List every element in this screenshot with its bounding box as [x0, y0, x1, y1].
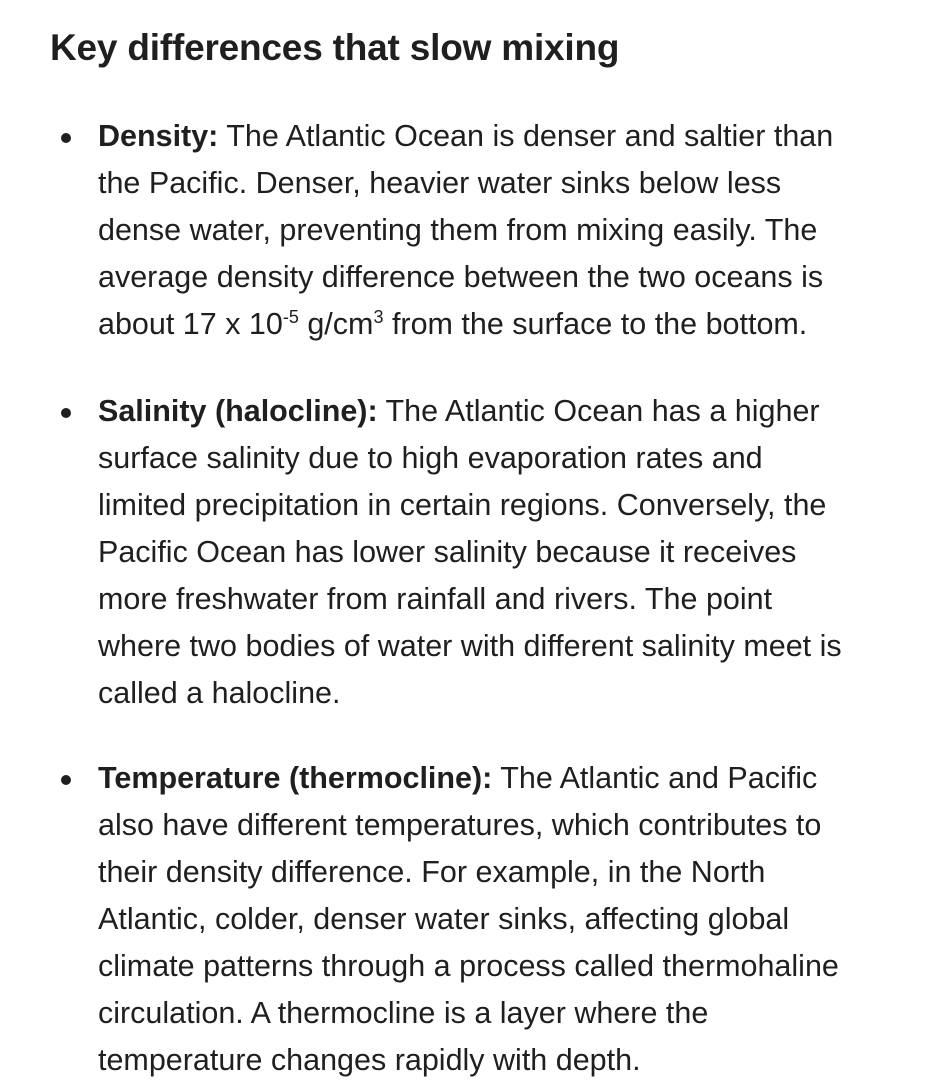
text-line: limited precipitation in certain regions. Conversely, the [98, 488, 827, 522]
text-run: from the surface to the bottom. [383, 307, 808, 341]
text-line: their density difference. For example, in the North [98, 855, 766, 889]
text-line: temperature changes rapidly with depth. [98, 1043, 641, 1077]
text-line: climate patterns through a process called thermohaline [98, 949, 839, 983]
unit-exponent: 3 [373, 307, 384, 327]
text-line: more freshwater from rainfall and rivers. The point [98, 582, 773, 616]
text-run: g/cm [298, 307, 374, 341]
text-line: called a halocline. [98, 676, 341, 710]
text-line: the Pacific. Denser, heavier water sinks below less [98, 166, 782, 200]
text-line: Pacific Ocean has lower salinity because it receives [98, 535, 797, 569]
text-run: The Atlantic Ocean has a higher [377, 394, 820, 428]
text-line: where two bodies of water with different salinity meet is [98, 629, 842, 663]
bullet-text [98, 388, 898, 717]
text-run: The Atlantic Ocean is denser and saltier than [218, 119, 834, 153]
text-line [98, 755, 898, 802]
bullet-text [98, 755, 898, 1084]
text-line: dense water, preventing them from mixing easily. The [98, 213, 818, 247]
text-line [98, 113, 898, 160]
text-run: The Atlantic and Pacific [492, 761, 818, 795]
text-line: average density difference between the two oceans is [98, 260, 824, 294]
section-heading: Key differences that slow mixing [50, 27, 620, 68]
text-run: about 17 x 10 [98, 307, 283, 341]
exponent: -5 [282, 307, 299, 327]
text-line: also have different temperatures, which contributes to [98, 808, 822, 842]
term-label: Salinity (halocline): [98, 394, 378, 428]
text-line: surface salinity due to high evaporation rates and [98, 441, 763, 475]
bullet-dot [61, 133, 71, 143]
bullet-dot [61, 408, 71, 418]
term-label: Temperature (thermocline): [98, 761, 493, 795]
text-line [98, 388, 898, 435]
text-line: circulation. A thermocline is a layer where the [98, 996, 709, 1030]
term-label: Density: [98, 119, 219, 153]
text-line: Atlantic, colder, denser water sinks, affecting global [98, 902, 790, 936]
text-line [98, 301, 898, 348]
bullet-text [98, 113, 898, 348]
bullet-dot [61, 775, 71, 785]
